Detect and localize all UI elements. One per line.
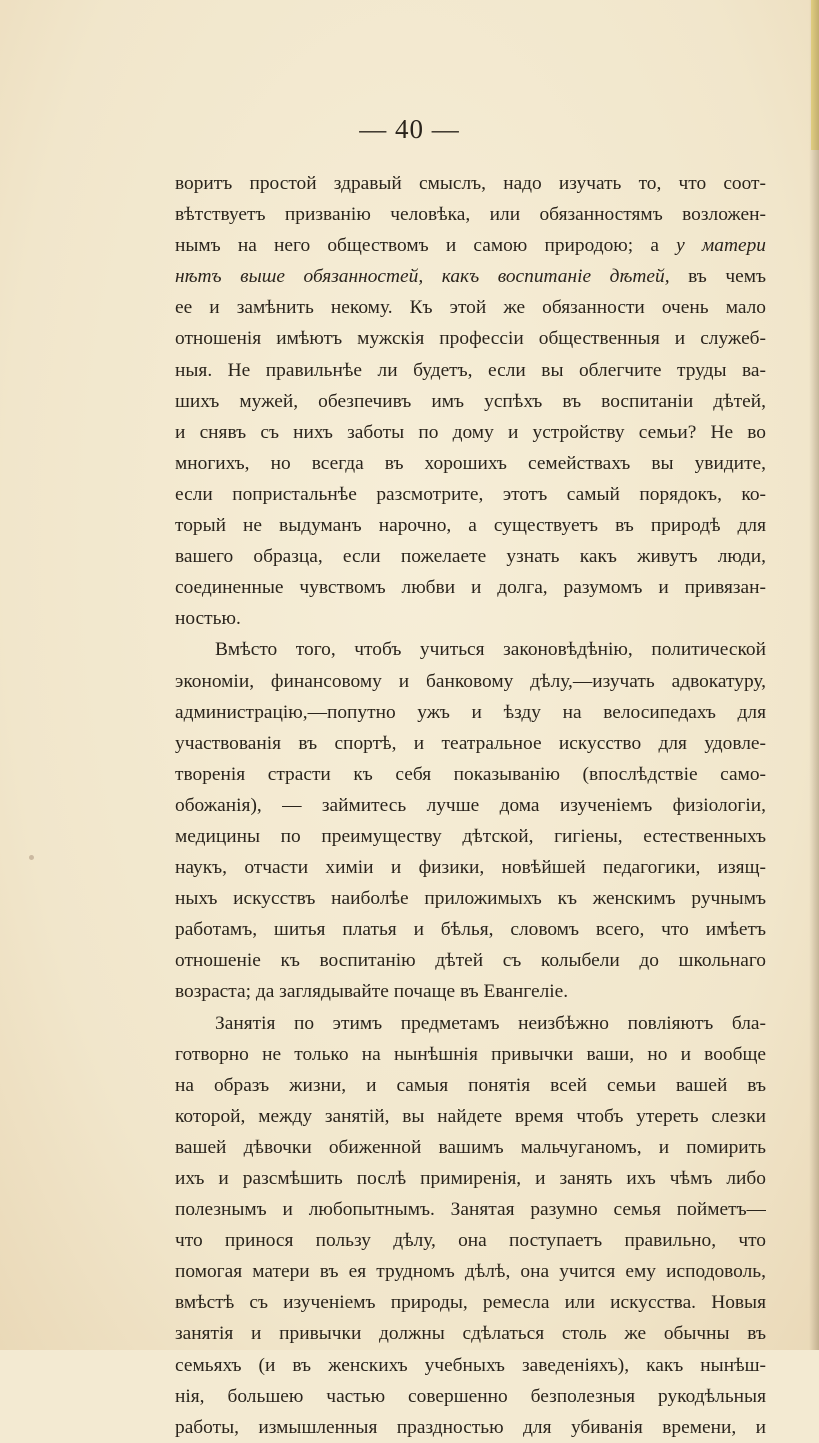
text-span: работамъ, шитья платья и бѣлья, словомъ всего, что имѣетъ: [175, 919, 766, 941]
text-line: [175, 883, 766, 914]
text-span: ныя. Не правильнѣе ли будетъ, если вы облегчите труды ва-: [175, 359, 766, 381]
text-span: отношеніе къ воспитанію дѣтей съ колыбели до школьнаго: [175, 950, 766, 972]
text-span: работы, измышленныя праздностью для убиванія времени, и: [175, 1416, 766, 1438]
text-line: [175, 666, 766, 697]
text-line: [175, 1412, 766, 1443]
text-line: [175, 355, 766, 386]
text-span: что принося пользу дѣлу, она поступаетъ правильно, что: [175, 1230, 766, 1252]
text-span: семьяхъ (и въ женскихъ учебныхъ заведеніяхъ), какъ нынѣш-: [175, 1354, 766, 1376]
text-line: [175, 697, 766, 728]
text-span: и снявъ съ нихъ заботы по дому и устройству семьи? Не во: [175, 421, 766, 443]
text-line: [175, 790, 766, 821]
text-line: [175, 1381, 766, 1412]
text-line: [175, 603, 766, 634]
text-span: вмѣстѣ съ изученіемъ природы, ремесла или искусства. Новыя: [175, 1292, 766, 1314]
text-span: которой, между занятій, вы найдете время чтобъ утереть слезки: [175, 1105, 766, 1127]
body-text: [175, 168, 766, 1443]
page-number: — 40 —: [359, 114, 460, 144]
italic-text-span: у матери: [676, 235, 766, 257]
text-span: наукъ, отчасти химіи и физики, новѣйшей педагогики, изящ-: [175, 857, 766, 879]
text-span: Занятія по этимъ предметамъ неизбѣжно повліяютъ бла-: [215, 1012, 766, 1034]
text-line: [175, 448, 766, 479]
text-span: полезнымъ и любопытнымъ. Занятая разумно семья пойметъ—: [175, 1199, 766, 1221]
text-line: [175, 1070, 766, 1101]
text-line: [175, 1318, 766, 1349]
text-span: нымъ на него обществомъ и самою природою; а: [175, 235, 677, 257]
text-line: [175, 292, 766, 323]
text-span: торый не выдуманъ нарочно, а существуетъ въ природѣ для: [175, 515, 766, 537]
text-span: возраста; да заглядывайте почаще въ Евангеліе.: [175, 981, 569, 1003]
text-line: [175, 1008, 766, 1039]
text-span: ныхъ искусствъ наиболѣе приложимыхъ къ женскимъ ручнымъ: [175, 888, 766, 910]
text-span: на образъ жизни, и самыя понятія всей семьи вашей въ: [175, 1074, 766, 1096]
page-edge-shadow: [809, 0, 819, 1350]
text-line: [175, 634, 766, 665]
italic-text-span: нѣтъ выше обязанностей, какъ воспитаніе дѣтей,: [175, 266, 670, 288]
text-span: соединенные чувствомъ любви и долга, разумомъ и привязан-: [175, 577, 766, 599]
text-line: [175, 261, 766, 292]
text-span: воритъ простой здравый смыслъ, надо изучать то, что соот-: [175, 173, 766, 194]
text-span: экономіи, финансовому и банковому дѣлу,—изучать адвокатуру,: [175, 670, 766, 692]
text-span: шихъ мужей, обезпечивъ имъ успѣхъ въ воспитаніи дѣтей,: [175, 390, 766, 412]
text-line: [175, 1194, 766, 1225]
text-line: [175, 1256, 766, 1287]
text-line: [175, 510, 766, 541]
text-span: если попристальнѣе разсмотрите, этотъ самый порядокъ, ко-: [175, 483, 766, 505]
text-line: [175, 230, 766, 261]
text-span: отношенія имѣютъ мужскія профессіи общественныя и служеб-: [175, 328, 766, 350]
text-span: вѣтствуетъ призванію человѣка, или обязанностямъ возложен-: [175, 204, 766, 226]
text-span: готворно не только на нынѣшнія привычки ваши, но и вообще: [175, 1043, 766, 1065]
text-span: творенія страсти къ себя показыванію (впослѣдствіе само-: [175, 763, 766, 785]
text-line: [175, 572, 766, 603]
text-line: [175, 417, 766, 448]
text-line: [175, 728, 766, 759]
text-line: [175, 1039, 766, 1070]
text-span: медицины по преимуществу дѣтской, гигіены, естественныхъ: [175, 825, 766, 847]
text-line: [175, 1101, 766, 1132]
text-span: Вмѣсто того, чтобъ учиться законовѣдѣнію, политической: [215, 639, 766, 661]
text-span: участвованія въ спортѣ, и театральное искусство для удовле-: [175, 732, 766, 754]
text-line: [175, 759, 766, 790]
text-line: [175, 914, 766, 945]
text-span: ностью.: [175, 608, 241, 630]
text-line: [175, 479, 766, 510]
text-line: [175, 1132, 766, 1163]
text-line: [175, 386, 766, 417]
text-span: ихъ и разсмѣшить послѣ примиренія, и занять ихъ чѣмъ либо: [175, 1168, 766, 1189]
text-line: [175, 976, 766, 1007]
text-line: [175, 1163, 766, 1194]
text-span: вашей дѣвочки обиженной вашимъ мальчуганомъ, и помирить: [175, 1136, 766, 1158]
text-span: помогая матери въ ея трудномъ дѣлѣ, она учится ему исподоволь,: [175, 1261, 766, 1283]
text-line: [175, 541, 766, 572]
text-line: [175, 821, 766, 852]
text-line: [175, 945, 766, 976]
text-line: [175, 852, 766, 883]
text-span: вашего образца, если пожелаете узнать какъ живутъ люди,: [175, 546, 766, 568]
text-span: администрацію,—попутно ужъ и ѣзду на велосипедахъ для: [175, 701, 766, 723]
text-span: въ чемъ: [669, 266, 766, 288]
text-span: занятія и привычки должны сдѣлаться столь же обычны въ: [175, 1323, 766, 1345]
text-line: [175, 1225, 766, 1256]
text-line: [175, 168, 766, 199]
text-span: обожанія), — займитесь лучше дома изученіемъ физіологіи,: [175, 794, 766, 816]
text-span: ее и замѣнить некому. Къ этой же обязанности очень мало: [175, 297, 766, 319]
text-line: [175, 199, 766, 230]
text-line: [175, 1350, 766, 1381]
text-span: многихъ, но всегда въ хорошихъ семействахъ вы увидите,: [175, 452, 766, 474]
text-span: нія, большею частью совершенно безполезныя рукодѣльныя: [175, 1385, 766, 1407]
text-line: [175, 323, 766, 354]
text-line: [175, 1287, 766, 1318]
paper-speck: [29, 855, 34, 860]
